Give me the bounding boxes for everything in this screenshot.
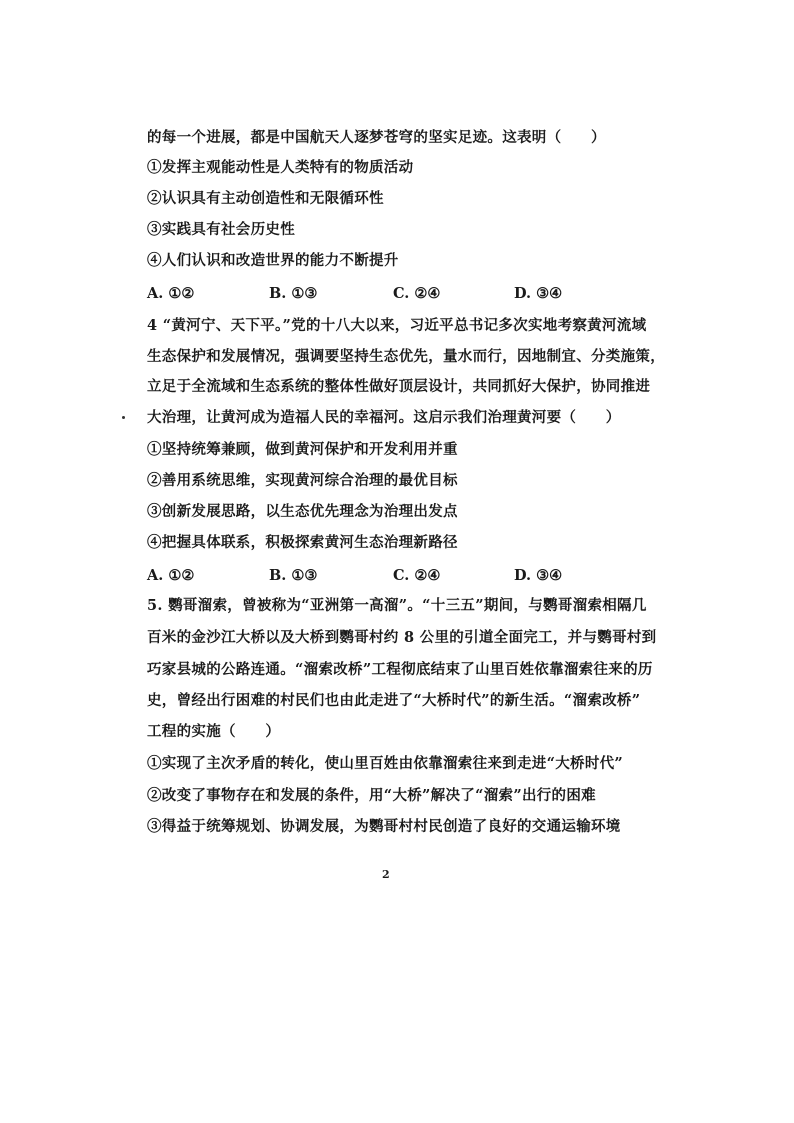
q3-statement-4: ④人们认识和改造世界的能力不断提升 bbox=[147, 252, 399, 269]
q3-option-c: C. ②④ bbox=[393, 285, 441, 302]
q4-stem-line-1: 4 “黄河宁、天下平。”党的十八大以来，习近平总书记多次实地考察黄河流域 bbox=[147, 317, 647, 334]
q5-stem-line-3: 巧家县城的公路连通。“溜索改桥”工程彻底结束了山里百姓依靠溜索往来的历 bbox=[147, 661, 653, 678]
q4-statement-3: ③创新发展思路，以生态优先理念为治理出发点 bbox=[147, 503, 458, 520]
q4-option-a: A. ①② bbox=[147, 567, 195, 584]
q3-option-d: D. ③④ bbox=[514, 285, 563, 302]
q4-statement-4: ④把握具体联系，积极探索黄河生态治理新路径 bbox=[147, 534, 458, 551]
q4-stem-line-2: 生态保护和发展情况，强调要坚持生态优先，量水而行，因地制宜、分类施策， bbox=[147, 348, 665, 365]
q5-statement-1: ①实现了主次矛盾的转化，使山里百姓由依靠溜索往来到走进“大桥时代” bbox=[147, 755, 624, 772]
q3-statement-2: ②认识具有主动创造性和无限循环性 bbox=[147, 190, 384, 207]
q3-stem-end: 的每一个进展，都是中国航天人逐梦苍穹的坚实足迹。这表明（ ） bbox=[147, 129, 606, 146]
q4-statement-2: ②善用系统思维，实现黄河综合治理的最优目标 bbox=[147, 472, 458, 489]
q5-statement-2: ②改变了事物存在和发展的条件，用“大桥”解决了“溜索”出行的困难 bbox=[147, 787, 596, 804]
q3-statement-1: ①发挥主观能动性是人类特有的物质活动 bbox=[147, 159, 414, 176]
page-number: 2 bbox=[382, 868, 390, 881]
q3-option-b: B. ①③ bbox=[269, 285, 318, 302]
q4-stem-line-4: 大治理，让黄河成为造福人民的幸福河。这启示我们治理黄河要（ ） bbox=[147, 409, 621, 426]
q5-stem-line-5: 工程的实施（ ） bbox=[147, 723, 281, 740]
scan-speck bbox=[122, 416, 125, 419]
q4-option-b: B. ①③ bbox=[269, 567, 318, 584]
q3-option-a: A. ①② bbox=[147, 285, 195, 302]
q4-statement-1: ①坚持统筹兼顾，做到黄河保护和开发利用并重 bbox=[147, 441, 458, 458]
q5-stem-line-4: 史，曾经出行困难的村民们也由此走进了“大桥时代”的新生活。“溜索改桥” bbox=[147, 692, 641, 709]
q5-stem-line-1: 5. 鹦哥溜索，曾被称为“亚洲第一高溜”。“十三五”期间，与鹦哥溜索相隔几 bbox=[147, 597, 647, 614]
q5-statement-3: ③得益于统筹规划、协调发展，为鹦哥村村民创造了良好的交通运输环境 bbox=[147, 818, 621, 835]
q4-option-c: C. ②④ bbox=[393, 567, 441, 584]
q4-option-d: D. ③④ bbox=[514, 567, 563, 584]
q4-stem-line-3: 立足于全流域和生态系统的整体性做好顶层设计，共同抓好大保护，协同推进 bbox=[147, 378, 651, 395]
q5-stem-line-2: 百米的金沙江大桥以及大桥到鹦哥村约 8 公里的引道全面完工，并与鹦哥村到 bbox=[147, 629, 657, 646]
q3-statement-3: ③实践具有社会历史性 bbox=[147, 221, 295, 238]
